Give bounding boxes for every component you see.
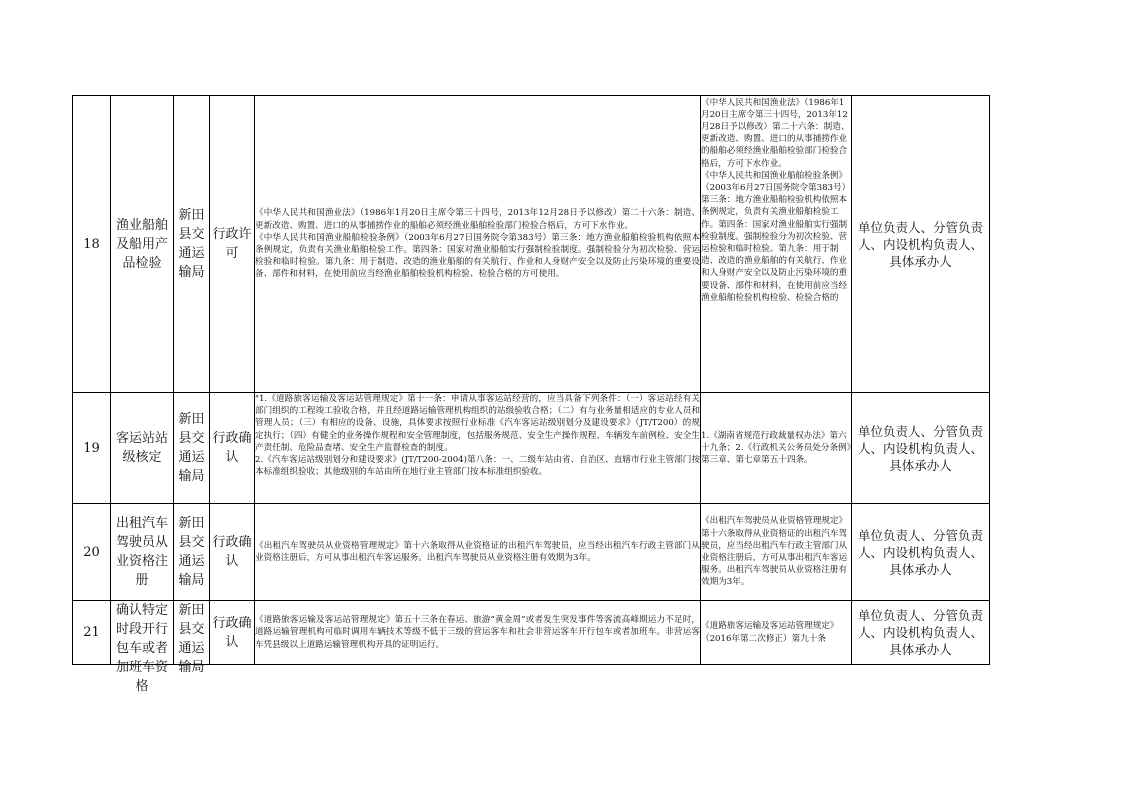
item-name — [111, 601, 174, 694]
legal-basis — [255, 601, 701, 665]
row-number: 20 — [73, 504, 111, 601]
accountability-basis-text: 《出租汽车驾驶员从业资格管理规定》第十六条取得从业资格证的出租汽车驾驶员，应当经出租汽车行政主管部门从业资格注册后，方可从事出租汽车客运服务。出租汽车驾驶员从业资格注册有效期为3年。 — [701, 516, 848, 588]
legal-basis-text: 《出租汽车驾驶员从业资格管理规定》第十六条取得从业资格证的出租汽车驾驶员，应当经出租汽车行政主管部门从业资格注册后，方可从事出租汽车客运服务。出租汽车驾驶员从业资格注册有效期为3年。 — [255, 540, 700, 563]
row-number: 18 — [73, 96, 111, 393]
item-type: 行政确认 — [210, 504, 255, 601]
table-row — [73, 96, 990, 393]
legal-basis — [255, 393, 701, 504]
department-text: 新田县交通运输局 — [178, 603, 205, 675]
item-name: 出租汽车驾驶员从业资格注册 — [111, 504, 174, 601]
department: 新田县交通运输局 — [174, 393, 210, 504]
accountability-basis-text: 《中华人民共和国渔业法》（1986年1月20日主席令第三十四号，2013年12月28日予以修改）第二十六条：制造、更新改造、购置、进口的从事捕捞作业的船舶必须经渔业船舶检验部门检验合格后，方可下水作业。 《中华人民共和国渔业船舶检验条例》（2003年6月27日国务院令第383号）第三条：地方渔业船舶检验机构依照本条例规定，负责有关渔业船舶检验工作。第四条：国家对渔业船舶实行强制检验制度。强制检验分为初次检验、营运检验和临时检验。第九条：用于制造、改造的渔业船舶的有关航行、作业和人身财产安全以及防止污染环境的重要设备、部件和材料，在使用前应当经渔业船舶检验机构检验、检验合格的 — [701, 97, 851, 303]
responsible-persons: 单位负责人、分管负责人、内设机构负责人、具体承办人 — [852, 393, 990, 504]
item-name: 客运站站级核定 — [111, 393, 174, 504]
legal-basis-text: "1.《道路旅客运输及客运站管理规定》第十一条：申请从事客运站经营的，应当具备下列条件：（一）客运站经有关部门组织的工程竣工验收合格，并且经道路运输管理机构组织的站级验收合格；（二）有与业务量相适应的专业人员和管理人员；（三）有相应的设备、设施，具体要求按照行业标准《汽车客运站级别划分及建设要求》（JT/T200）的规定执行；（四）有健全的业务操作规程和安全管理制度，包括服务规范、安全生产操作规程、车辆发车前例检、安全生产责任制、危险品查堵、安全生产监督检查的制度。 2.《汽车客运站级别划分和建设要求》(JT/T200-2004)第八条：一、二级车站由省、自治区、直辖市行业主管部门按本标准组织验收；其他级别的车站由所在地行业主管部门按本标准组织验收。 — [255, 394, 700, 478]
responsible-persons: 单位负责人、分管负责人、内设机构负责人、具体承办人 — [852, 504, 990, 601]
department — [174, 601, 210, 675]
item-name: 渔业船舶及船用产品检验 — [111, 96, 174, 393]
department: 新田县交通运输局 — [174, 96, 210, 393]
accountability-basis — [701, 601, 852, 665]
accountability-basis — [701, 96, 852, 393]
table-row — [73, 504, 990, 601]
responsible-persons: 单位负责人、分管负责人、内设机构负责人、具体承办人 — [852, 601, 990, 665]
item-type: 行政确认 — [210, 601, 255, 665]
responsibility-table — [72, 95, 990, 694]
legal-basis-text: 《道路旅客运输及客运站管理规定》第五十三条在春运、旅游“黄金周”或者发生突发事件等客流高峰期运力不足时，道路运输管理机构可临时调用车辆技术等级不低于三级的营运客车和社会非营运客车开行包车或者加班车。非营运客车凭县级以上道路运输管理机构开具的证明运行。 — [255, 615, 700, 650]
row-number: 19 — [73, 393, 111, 504]
legal-basis — [255, 504, 701, 601]
accountability-basis — [701, 393, 852, 504]
table-row — [73, 601, 990, 665]
item-type: 行政确认 — [210, 393, 255, 504]
legal-basis — [255, 96, 701, 393]
legal-basis-text: 《中华人民共和国渔业法》（1986年1月20日主席令第三十四号，2013年12月28日予以修改）第二十六条：制造、更新改造、购置、进口的从事捕捞作业的船舶必须经渔业船舶检验部门检验合格后，方可下水作业。 《中华人民共和国渔业船舶检验条例》（2003年6月27日国务院令第383号）第三条：地方渔业船舶检验机构依照本条例规定，负责有关渔业船舶检验工作。第四条：国家对渔业船舶实行强制检验制度。强制检验分为初次检验、营运检验和临时检验。第九条：用于制造、改造的渔业船舶的有关航行、作业和人身财产安全以及防止污染环境的重要设备、部件和材料，在使用前应当经渔业船舶检验机构检验、检验合格的方可使用。 — [255, 208, 700, 280]
department: 新田县交通运输局 — [174, 504, 210, 601]
row-number: 21 — [73, 601, 111, 665]
table-row — [73, 393, 990, 504]
item-type: 行政许可 — [210, 96, 255, 393]
accountability-basis-text: 《道路旅客运输及客运站管理规定》（2016年第二次修正）第九十条 — [701, 621, 839, 644]
responsible-persons: 单位负责人、分管负责人、内设机构负责人、具体承办人 — [852, 96, 990, 393]
accountability-basis — [701, 504, 852, 601]
accountability-basis-text: 1.《湖南省规范行政裁量权办法》第六十九条；2.《行政机关公务员处分条例》第三章、第七章第五十四条。 — [701, 430, 851, 466]
item-name-text: 确认特定时段开行包车或者加班车资格 — [115, 603, 168, 694]
